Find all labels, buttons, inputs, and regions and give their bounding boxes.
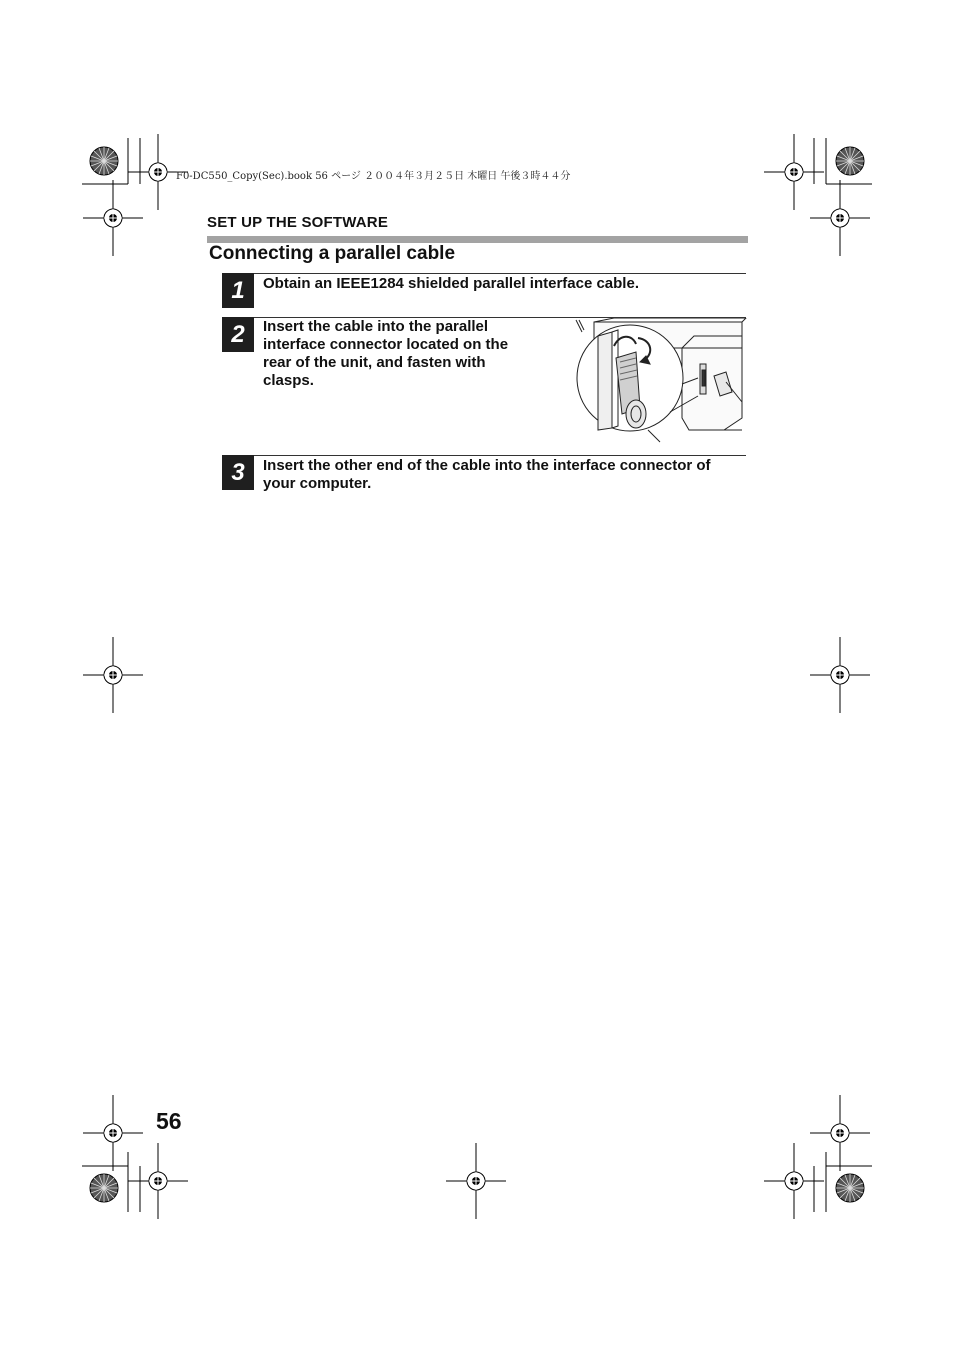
step-1-number: 1: [222, 273, 254, 308]
step-1-rule: [222, 273, 746, 274]
step-3-text-line: Insert the other end of the cable into the interface connector of: [263, 457, 711, 474]
section-label: SET UP THE SOFTWARE: [207, 214, 389, 231]
print-info-line: F0-DC550_Copy(Sec).book 56 ページ ２００４年３月２５日 木曜日 午後３時４４分: [176, 171, 571, 182]
page-number: 56: [156, 1108, 182, 1134]
step-3-rule: [222, 455, 746, 456]
step-3-text: [263, 457, 711, 493]
step-2-number: 2: [222, 317, 254, 352]
step-2-text: [263, 318, 508, 390]
step-3-text-line: your computer.: [263, 475, 372, 492]
parallel-connector-illustration: [574, 318, 747, 444]
step-1-text: Obtain an IEEE1284 shielded parallel interface cable.: [263, 275, 639, 292]
step-3-number: 3: [222, 455, 254, 490]
step-2-text-line: clasps.: [263, 372, 314, 389]
step-2-text-line: rear of the unit, and fasten with: [263, 354, 486, 371]
section-divider: [207, 236, 748, 243]
step-2-text-line: interface connector located on the: [263, 336, 509, 353]
step-2-text-line: Insert the cable into the parallel: [263, 318, 489, 335]
page-title: Connecting a parallel cable: [209, 243, 456, 264]
